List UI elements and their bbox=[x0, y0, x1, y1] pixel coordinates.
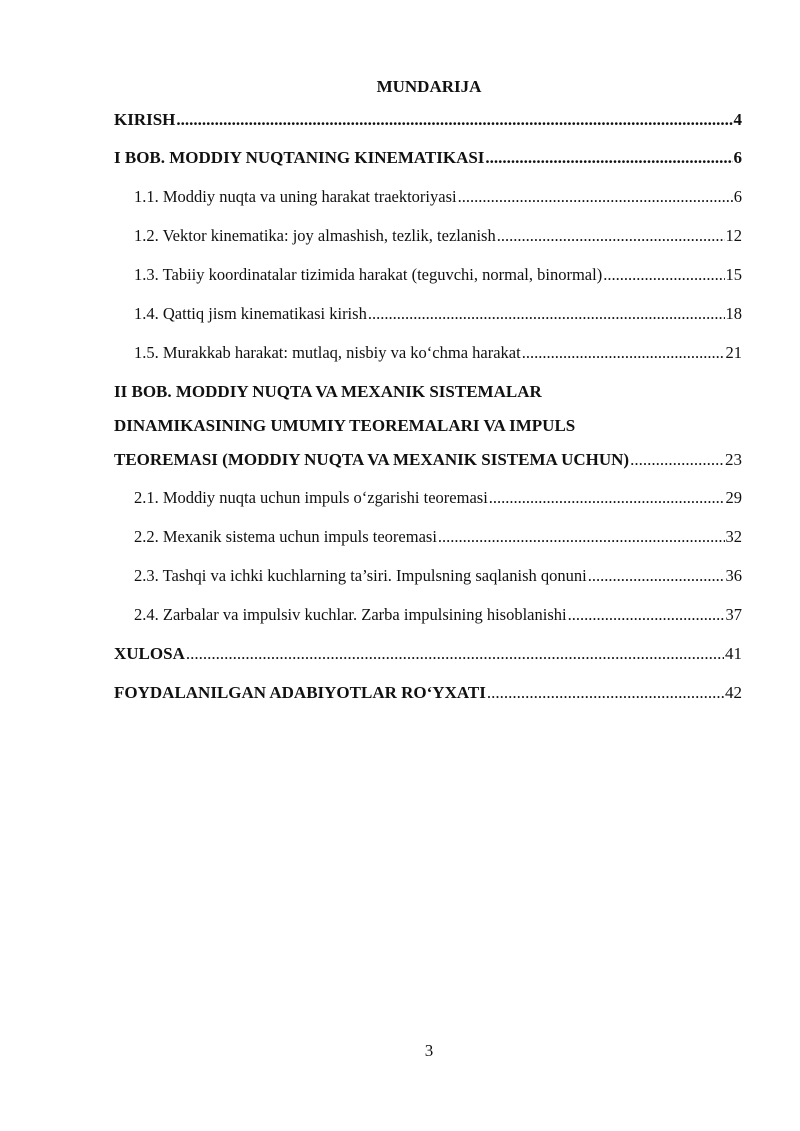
toc-entry-chapter-2[interactable] bbox=[114, 450, 742, 470]
dot-leader bbox=[438, 527, 725, 547]
toc-entry-label: 2.4. Zarbalar va impulsiv kuchlar. Zarba impulsining hisoblanishi bbox=[134, 605, 567, 624]
toc-entry-label: 2.3. Tashqi va ichki kuchlarning ta’siri. Impulsning saqlanish qonuni bbox=[134, 566, 587, 585]
toc-entry-label: 1.4. Qattiq jism kinematikasi kirish bbox=[134, 304, 367, 323]
toc-entry-section-1-3[interactable] bbox=[134, 265, 742, 285]
toc-entry-section-1-2[interactable] bbox=[134, 226, 742, 246]
dot-leader bbox=[487, 683, 724, 703]
toc-entry-section-1-1[interactable] bbox=[134, 187, 742, 207]
dot-leader bbox=[368, 304, 725, 324]
toc-entry-section-2-4[interactable] bbox=[134, 605, 742, 625]
dot-leader bbox=[630, 450, 724, 470]
toc-entry-page: 12 bbox=[725, 226, 742, 245]
toc-entry-label: I BOB. MODDIY NUQTANING KINEMATIKASI bbox=[114, 148, 485, 167]
dot-leader bbox=[186, 644, 724, 664]
document-title: MUNDARIJA bbox=[376, 77, 482, 96]
toc-entry-section-1-5[interactable] bbox=[134, 343, 742, 363]
toc-entry-page: 18 bbox=[725, 304, 742, 323]
toc-chapter-2-line-2: DINAMIKASINING UMUMIY TEOREMALARI VA IMPULS bbox=[114, 416, 576, 435]
toc-entry-page: 4 bbox=[733, 110, 742, 129]
toc-entry-label: KIRISH bbox=[114, 110, 176, 129]
toc-entry-page: 32 bbox=[725, 527, 742, 546]
toc-entry-page: 23 bbox=[725, 450, 742, 469]
toc-entry-label: 1.1. Moddiy nuqta va uning harakat traektoriyasi bbox=[134, 187, 457, 206]
toc-entry-label: 1.3. Tabiiy koordinatalar tizimida harakat (teguvchi, normal, binormal) bbox=[134, 265, 603, 284]
page-number: 3 bbox=[424, 1041, 434, 1060]
toc-entry-section-2-3[interactable] bbox=[134, 566, 742, 586]
toc-entry-kirish[interactable] bbox=[114, 110, 742, 130]
toc-entry-page: 29 bbox=[725, 488, 742, 507]
dot-leader bbox=[458, 187, 733, 207]
toc-entry-section-2-2[interactable] bbox=[134, 527, 742, 547]
toc-entry-page: 21 bbox=[725, 343, 742, 362]
dot-leader bbox=[603, 265, 724, 285]
toc-entry-label: 1.5. Murakkab harakat: mutlaq, nisbiy va ko‘chma harakat bbox=[134, 343, 521, 362]
toc-entry-label: XULOSA bbox=[114, 644, 185, 663]
dot-leader bbox=[176, 110, 732, 130]
dot-leader bbox=[485, 148, 732, 168]
dot-leader bbox=[522, 343, 725, 363]
dot-leader bbox=[497, 226, 725, 246]
toc-chapter-2-line-1: II BOB. MODDIY NUQTA VA MEXANIK SISTEMALAR bbox=[114, 382, 542, 401]
toc-entry-section-1-4[interactable] bbox=[134, 304, 742, 324]
toc-entry-page: 6 bbox=[733, 148, 742, 167]
toc-entry-label: 1.2. Vektor kinematika: joy almashish, tezlik, tezlanish bbox=[134, 226, 496, 245]
toc-entry-page: 6 bbox=[733, 187, 742, 206]
toc-entry-page: 41 bbox=[725, 644, 742, 663]
toc-entry-page: 15 bbox=[725, 265, 742, 284]
toc-entry-page: 36 bbox=[725, 566, 742, 585]
toc-entry-label: 2.1. Moddiy nuqta uchun impuls o‘zgarishi teoremasi bbox=[134, 488, 488, 507]
dot-leader bbox=[588, 566, 725, 586]
toc-entry-label: 2.2. Mexanik sistema uchun impuls teoremasi bbox=[134, 527, 437, 546]
toc-entry-section-2-1[interactable] bbox=[134, 488, 742, 508]
toc-entry-label: TEOREMASI (MODDIY NUQTA VA MEXANIK SISTEMA UCHUN) bbox=[114, 450, 630, 469]
toc-entry-references[interactable] bbox=[114, 683, 742, 703]
toc-entry-page: 42 bbox=[725, 683, 742, 702]
dot-leader bbox=[489, 488, 725, 508]
dot-leader bbox=[568, 605, 725, 625]
toc-entry-xulosa[interactable] bbox=[114, 644, 742, 664]
toc-entry-page: 37 bbox=[725, 605, 742, 624]
toc-entry-chapter-1[interactable] bbox=[114, 148, 742, 168]
toc-entry-label: FOYDALANILGAN ADABIYOTLAR RO‘YXATI bbox=[114, 683, 486, 702]
